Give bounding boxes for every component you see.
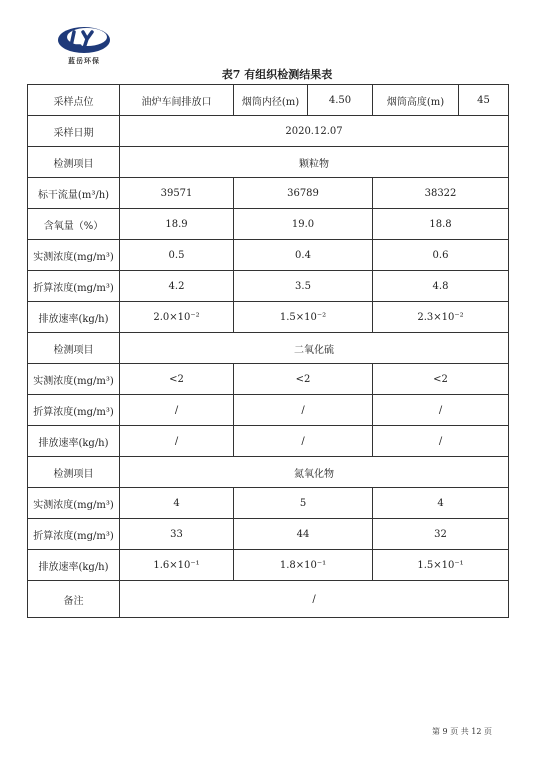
measurement-value: 4 [120,488,234,519]
measurement-row [28,271,509,302]
measurement-row [28,209,509,240]
measurement-label: 标干流量(m³/h) [28,178,120,209]
measurement-value: / [234,426,373,457]
sampling-date-label: 采样日期 [28,116,120,147]
measurement-label: 排放速率(kg/h) [28,550,120,581]
measurement-row [28,519,509,550]
company-logo [56,24,112,65]
measurement-label: 实测浓度(mg/m³) [28,240,120,271]
measurement-value: 3.5 [234,271,373,302]
logo-caption: 蓝岳环保 [68,57,100,65]
measurement-label: 折算浓度(mg/m³) [28,271,120,302]
sampling-point-label: 采样点位 [28,85,120,116]
measurement-value: / [373,395,509,426]
measurement-value: / [234,395,373,426]
test-item-name: 氮氧化物 [120,457,509,488]
measurement-value: 1.8×10⁻¹ [234,550,373,581]
measurement-value: 44 [234,519,373,550]
section-header-row [28,333,509,364]
measurement-label: 折算浓度(mg/m³) [28,519,120,550]
measurement-row [28,395,509,426]
measurement-value: <2 [234,364,373,395]
measurement-value: 32 [373,519,509,550]
measurement-value: 4 [373,488,509,519]
measurement-label: 折算浓度(mg/m³) [28,395,120,426]
measurement-value: 18.9 [120,209,234,240]
measurement-row [28,178,509,209]
measurement-value: / [120,426,234,457]
measurement-row [28,302,509,333]
measurement-value: 39571 [120,178,234,209]
section-header-row [28,147,509,178]
table-title: 表7 有组织检测结果表 [221,68,333,81]
measurement-value: 5 [234,488,373,519]
test-item-label: 检测项目 [28,333,120,364]
measurement-row [28,240,509,271]
stack-height-label: 烟筒高度(m) [373,85,459,116]
remark-value: / [120,581,509,618]
measurement-value: 1.5×10⁻¹ [373,550,509,581]
remark-row [28,581,509,618]
measurement-label: 排放速率(kg/h) [28,426,120,457]
sampling-point-value: 油炉车间排放口 [120,85,234,116]
measurement-value: / [373,426,509,457]
measurement-value: 1.5×10⁻² [234,302,373,333]
measurement-row [28,550,509,581]
remark-label: 备注 [28,581,120,618]
test-item-name: 二氧化硫 [120,333,509,364]
test-item-label: 检测项目 [28,457,120,488]
measurement-row [28,488,509,519]
measurement-label: 实测浓度(mg/m³) [28,364,120,395]
measurement-value: 36789 [234,178,373,209]
measurement-value: / [120,395,234,426]
measurement-row [28,364,509,395]
measurement-label: 含氧量（%） [28,209,120,240]
measurement-value: 2.0×10⁻² [120,302,234,333]
page-number: 第 9 页 共 12 页 [432,727,492,736]
sampling-date-value: 2020.12.07 [120,116,509,147]
measurement-value: 4.2 [120,271,234,302]
measurement-value: 1.6×10⁻¹ [120,550,234,581]
measurement-value: <2 [373,364,509,395]
section-header-row [28,457,509,488]
logo-mark-icon [56,24,112,56]
measurement-value: 0.4 [234,240,373,271]
measurement-value: 33 [120,519,234,550]
stack-height-value: 45 [459,85,509,116]
measurement-row [28,426,509,457]
measurement-value: 38322 [373,178,509,209]
stack-diameter-value: 4.50 [308,85,373,116]
measurement-label: 实测浓度(mg/m³) [28,488,120,519]
measurement-value: <2 [120,364,234,395]
measurement-value: 0.6 [373,240,509,271]
stack-diameter-label: 烟筒内径(m) [234,85,308,116]
test-item-name: 颗粒物 [120,147,509,178]
measurement-label: 排放速率(kg/h) [28,302,120,333]
test-item-label: 检测项目 [28,147,120,178]
measurement-value: 19.0 [234,209,373,240]
date-row [28,116,509,147]
header-row [28,85,509,116]
measurement-value: 2.3×10⁻² [373,302,509,333]
measurement-value: 18.8 [373,209,509,240]
measurement-value: 0.5 [120,240,234,271]
results-table [27,84,509,618]
measurement-value: 4.8 [373,271,509,302]
